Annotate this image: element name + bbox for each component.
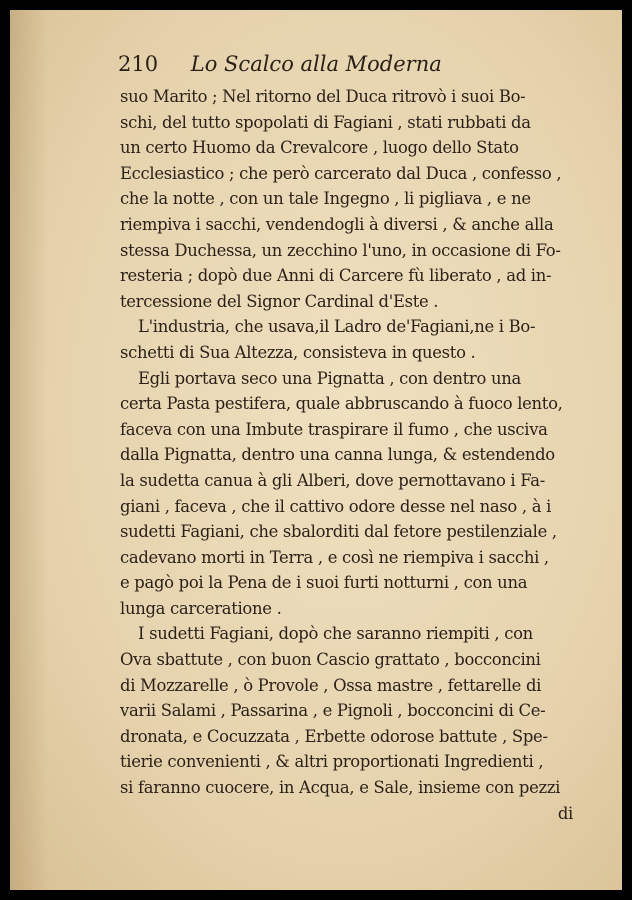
text-line: resteria ; dopò due Anni di Carcere fù liberato , ad in- — [120, 266, 552, 286]
text-line: stessa Duchessa, un zecchino l'uno, in occasione di Fo- — [120, 240, 561, 260]
text-line: tercessione del Signor Cardinal d'Este . — [120, 291, 439, 311]
text-line: Ecclesiastico ; che però carcerato dal Duca , confesso , — [120, 163, 562, 183]
book-page — [10, 10, 622, 890]
text-line: certa Pasta pestifera, quale abbruscando à fuoco lento, — [120, 394, 563, 414]
text-line: riempiva i sacchi, vendendogli à diversi , & anche alla — [120, 214, 554, 234]
text-line: di Mozzarelle , ò Provole , Ossa mastre , fettarelle di — [120, 675, 542, 695]
running-header — [118, 52, 442, 76]
text-line: un certo Huomo da Crevalcore , luogo dello Stato — [120, 138, 519, 158]
text-line: varii Salami , Passarina , e Pignoli , bocconcini di Ce- — [120, 701, 546, 721]
text-line: e pagò poi la Pena de i suoi furti notturni , con una — [120, 573, 528, 593]
text-line: si faranno cuocere, in Acqua, e Sale, insieme con pezzi — [120, 778, 561, 798]
text-line: dronata, e Cocuzzata , Erbette odorose battute , Spe- — [120, 726, 548, 746]
text-line: giani , faceva , che il cattivo odore desse nel naso , à i — [120, 496, 552, 516]
text-line: Ova sbattute , con buon Cascio grattato , bocconcini — [120, 650, 541, 670]
text-line: suo Marito ; Nel ritorno del Duca ritrovò i suoi Bo- — [120, 87, 526, 106]
text-line: cadevano morti in Terra , e così ne riempiva i sacchi , — [120, 547, 549, 567]
paragraph-start-line: I sudetti Fagiani, dopò che saranno riempiti , con — [138, 624, 533, 644]
text-line: dalla Pignatta, dentro una canna lunga, & estendendo — [120, 445, 555, 465]
body-text — [120, 84, 595, 826]
page-number: 210 — [118, 52, 159, 76]
catchword: di — [557, 803, 573, 823]
paragraph-start-line: L'industria, che usava,il Ladro de'Fagiani,ne i Bo- — [138, 317, 536, 337]
text-line: sudetti Fagiani, che sbalorditi dal fetore pestilenziale , — [120, 522, 557, 542]
running-title: Lo Scalco alla Moderna — [190, 52, 442, 76]
text-line: lunga carceratione . — [120, 598, 282, 618]
paragraph-start-line: Egli portava seco una Pignatta , con dentro una — [138, 368, 521, 388]
text-line: la sudetta canua à gli Alberi, dove pernottavano i Fa- — [120, 470, 545, 490]
text-line: schi, del tutto spopolati di Fagiani , stati rubbati da — [120, 112, 531, 132]
text-line: tierie convenienti , & altri proportionati Ingredienti , — [120, 752, 544, 772]
text-line: schetti di Sua Altezza, consisteva in questo . — [120, 342, 476, 362]
text-line: faceva con una Imbute traspirare il fumo , che usciva — [120, 419, 548, 439]
text-line: che la notte , con un tale Ingegno , li pigliava , e ne — [120, 189, 531, 209]
